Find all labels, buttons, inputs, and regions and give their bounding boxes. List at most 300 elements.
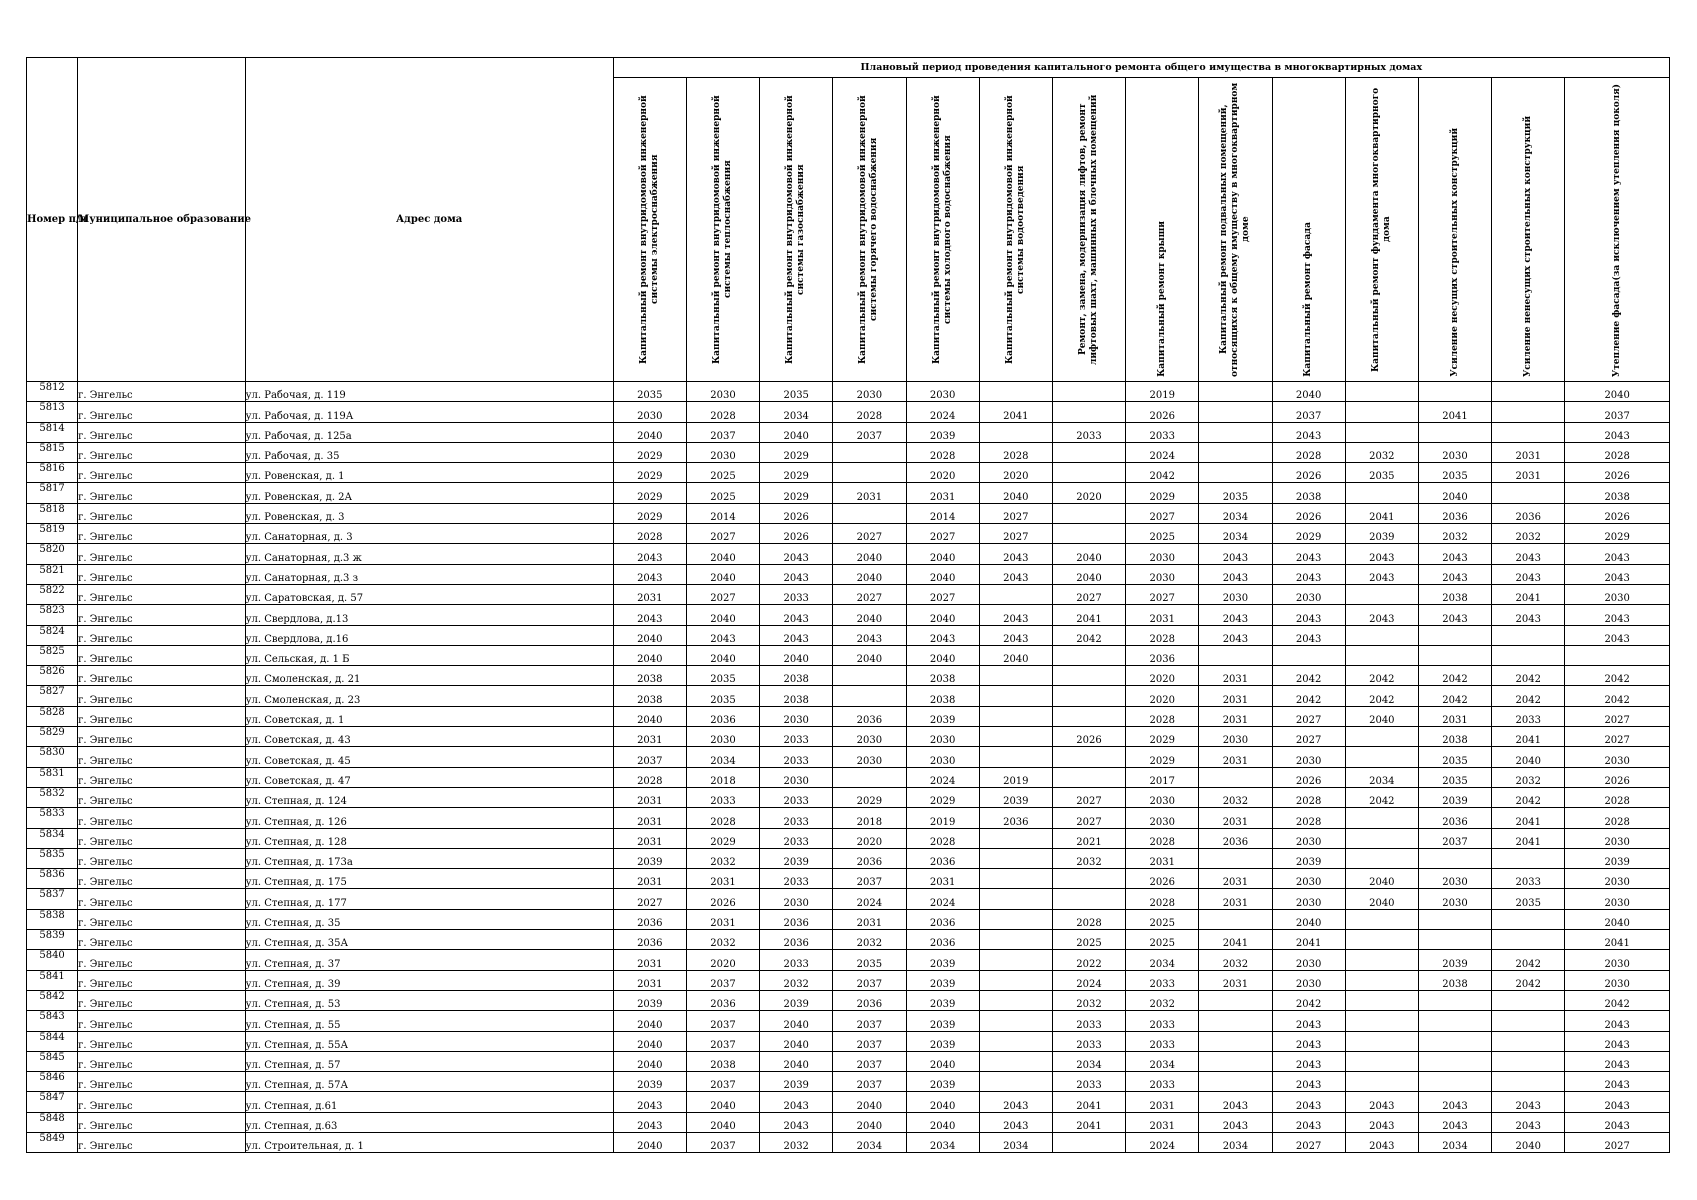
row-year-cell: 2043 xyxy=(1565,1011,1670,1031)
row-municipality: г. Энгельс xyxy=(78,787,245,807)
row-year-cell: 2029 xyxy=(760,483,833,503)
header-work-column-label: Капитальный ремонт внутридомовой инженерной системы холодного водоснабжения xyxy=(931,95,953,364)
row-year-cell: 2039 xyxy=(1418,787,1491,807)
row-year-cell: 2043 xyxy=(1565,625,1670,645)
row-year-cell xyxy=(1492,848,1565,868)
row-year-cell: 2031 xyxy=(1199,869,1272,889)
row-year-cell: 2039 xyxy=(1272,848,1345,868)
row-year-cell: 2029 xyxy=(760,442,833,462)
row-municipality: г. Энгельс xyxy=(78,544,245,564)
row-year-cell: 2036 xyxy=(1418,503,1491,523)
row-year-cell: 2041 xyxy=(1345,503,1418,523)
row-year-cell: 2021 xyxy=(1052,828,1125,848)
row-address: ул. Советская, д. 47 xyxy=(245,767,613,787)
row-year-cell: 2040 xyxy=(1272,382,1345,402)
row-year-cell: 2038 xyxy=(686,1051,759,1071)
row-year-cell: 2036 xyxy=(760,909,833,929)
row-number: 5821 xyxy=(27,564,78,584)
row-year-cell: 2031 xyxy=(1492,463,1565,483)
row-number: 5824 xyxy=(27,625,78,645)
row-year-cell: 2041 xyxy=(1052,1092,1125,1112)
row-year-cell: 2038 xyxy=(613,686,686,706)
row-year-cell xyxy=(1199,442,1272,462)
row-year-cell xyxy=(1199,645,1272,665)
header-work-column xyxy=(1052,78,1125,382)
row-year-cell xyxy=(1345,909,1418,929)
table-row xyxy=(27,584,1670,604)
row-year-cell: 2030 xyxy=(906,727,979,747)
row-year-cell xyxy=(1052,1132,1125,1152)
row-number: 5815 xyxy=(27,442,78,462)
row-number: 5826 xyxy=(27,666,78,686)
row-number: 5834 xyxy=(27,828,78,848)
row-year-cell xyxy=(1418,930,1491,950)
row-year-cell: 2040 xyxy=(686,544,759,564)
header-work-column xyxy=(979,78,1052,382)
row-number: 5817 xyxy=(27,483,78,503)
row-municipality: г. Энгельс xyxy=(78,990,245,1010)
row-address: ул. Советская, д. 43 xyxy=(245,727,613,747)
row-municipality: г. Энгельс xyxy=(78,1112,245,1132)
row-year-cell: 2037 xyxy=(613,747,686,767)
row-year-cell: 2040 xyxy=(760,422,833,442)
row-year-cell: 2020 xyxy=(979,463,1052,483)
row-number: 5813 xyxy=(27,402,78,422)
row-year-cell: 2039 xyxy=(1345,524,1418,544)
row-year-cell: 2042 xyxy=(1345,686,1418,706)
row-year-cell: 2033 xyxy=(1492,869,1565,889)
row-number: 5838 xyxy=(27,909,78,929)
row-municipality: г. Энгельс xyxy=(78,686,245,706)
row-year-cell xyxy=(1345,828,1418,848)
row-year-cell: 2043 xyxy=(979,605,1052,625)
row-municipality: г. Энгельс xyxy=(78,605,245,625)
row-year-cell: 2030 xyxy=(1565,828,1670,848)
row-year-cell: 2030 xyxy=(760,767,833,787)
row-year-cell xyxy=(1492,402,1565,422)
row-address: ул. Рабочая, д. 125а xyxy=(245,422,613,442)
row-year-cell: 2041 xyxy=(1418,402,1491,422)
row-year-cell: 2033 xyxy=(760,787,833,807)
table-row xyxy=(27,483,1670,503)
row-year-cell: 2027 xyxy=(1052,808,1125,828)
row-number: 5822 xyxy=(27,584,78,604)
row-year-cell: 2030 xyxy=(686,442,759,462)
table-row xyxy=(27,747,1670,767)
row-year-cell: 2030 xyxy=(1126,787,1199,807)
row-address: ул. Ровенская, д. 3 xyxy=(245,503,613,523)
row-year-cell: 2043 xyxy=(979,544,1052,564)
row-year-cell xyxy=(1492,483,1565,503)
row-year-cell: 2038 xyxy=(1418,584,1491,604)
row-year-cell: 2027 xyxy=(906,584,979,604)
row-year-cell: 2042 xyxy=(1565,990,1670,1010)
row-year-cell: 2024 xyxy=(906,767,979,787)
row-year-cell: 2043 xyxy=(1492,544,1565,564)
row-year-cell: 2031 xyxy=(1126,1092,1199,1112)
row-year-cell: 2040 xyxy=(1052,544,1125,564)
row-address: ул. Ровенская, д. 1 xyxy=(245,463,613,483)
row-year-cell: 2042 xyxy=(1345,666,1418,686)
row-year-cell: 2030 xyxy=(1272,869,1345,889)
row-year-cell: 2029 xyxy=(686,828,759,848)
row-municipality: г. Энгельс xyxy=(78,1031,245,1051)
row-year-cell: 2040 xyxy=(833,1112,906,1132)
capital-repair-table xyxy=(26,57,1670,1153)
row-year-cell: 2031 xyxy=(613,970,686,990)
row-number: 5829 xyxy=(27,727,78,747)
header-work-column-label: Капитальный ремонт внутридомовой инженерной системы водоотведения xyxy=(1004,95,1026,364)
row-year-cell: 2038 xyxy=(1565,483,1670,503)
row-year-cell: 2035 xyxy=(686,686,759,706)
table-row xyxy=(27,666,1670,686)
row-year-cell: 2028 xyxy=(979,442,1052,462)
row-year-cell: 2027 xyxy=(1126,503,1199,523)
row-year-cell: 2027 xyxy=(1565,727,1670,747)
row-number: 5839 xyxy=(27,930,78,950)
row-year-cell: 2041 xyxy=(1492,584,1565,604)
row-number: 5836 xyxy=(27,869,78,889)
row-year-cell: 2025 xyxy=(1052,930,1125,950)
row-year-cell xyxy=(1345,747,1418,767)
row-year-cell xyxy=(1345,930,1418,950)
table-row xyxy=(27,625,1670,645)
row-year-cell xyxy=(979,422,1052,442)
row-municipality: г. Энгельс xyxy=(78,930,245,950)
row-municipality: г. Энгельс xyxy=(78,584,245,604)
row-number: 5819 xyxy=(27,524,78,544)
row-year-cell xyxy=(1052,666,1125,686)
row-year-cell: 2037 xyxy=(833,869,906,889)
row-year-cell: 2042 xyxy=(1418,686,1491,706)
row-year-cell: 2035 xyxy=(833,950,906,970)
row-year-cell: 2037 xyxy=(833,1051,906,1071)
row-year-cell xyxy=(979,584,1052,604)
row-municipality: г. Энгельс xyxy=(78,970,245,990)
row-year-cell: 2032 xyxy=(760,1132,833,1152)
table-row xyxy=(27,808,1670,828)
row-year-cell xyxy=(1492,645,1565,665)
row-year-cell: 2037 xyxy=(686,1132,759,1152)
row-year-cell xyxy=(1418,422,1491,442)
row-number: 5820 xyxy=(27,544,78,564)
row-year-cell: 2042 xyxy=(1492,970,1565,990)
row-year-cell: 2033 xyxy=(1492,706,1565,726)
row-year-cell: 2043 xyxy=(1272,422,1345,442)
row-number: 5828 xyxy=(27,706,78,726)
row-year-cell: 2043 xyxy=(760,625,833,645)
row-year-cell: 2037 xyxy=(686,1072,759,1092)
row-address: ул. Рабочая, д. 119А xyxy=(245,402,613,422)
row-year-cell: 2038 xyxy=(1418,727,1491,747)
row-year-cell: 2039 xyxy=(906,950,979,970)
row-number: 5845 xyxy=(27,1051,78,1071)
table-row xyxy=(27,767,1670,787)
row-year-cell: 2033 xyxy=(760,808,833,828)
row-year-cell: 2042 xyxy=(1272,990,1345,1010)
row-year-cell: 2029 xyxy=(833,787,906,807)
table-row xyxy=(27,442,1670,462)
row-year-cell: 2026 xyxy=(760,503,833,523)
header-address: Адрес дома xyxy=(245,58,613,382)
row-year-cell: 2030 xyxy=(1565,747,1670,767)
row-year-cell: 2041 xyxy=(1052,605,1125,625)
table-row xyxy=(27,382,1670,402)
header-number: Номер п/п xyxy=(27,58,78,382)
row-year-cell xyxy=(1418,990,1491,1010)
table-row xyxy=(27,869,1670,889)
row-year-cell: 2026 xyxy=(1565,767,1670,787)
row-year-cell: 2033 xyxy=(1126,1072,1199,1092)
row-number: 5849 xyxy=(27,1132,78,1152)
row-year-cell: 2029 xyxy=(613,442,686,462)
row-year-cell xyxy=(979,869,1052,889)
header-period-title: Плановый период проведения капитального ремонта общего имущества в многоквартирных домах xyxy=(613,58,1669,78)
row-year-cell: 2039 xyxy=(613,848,686,868)
row-year-cell: 2043 xyxy=(1272,1051,1345,1071)
row-year-cell: 2030 xyxy=(613,402,686,422)
row-year-cell: 2035 xyxy=(1418,463,1491,483)
row-year-cell: 2043 xyxy=(1272,1072,1345,1092)
row-year-cell: 2033 xyxy=(760,584,833,604)
row-year-cell: 2043 xyxy=(1272,1011,1345,1031)
row-address: ул. Степная, д. 55А xyxy=(245,1031,613,1051)
row-year-cell xyxy=(1052,889,1125,909)
row-year-cell: 2030 xyxy=(833,382,906,402)
row-year-cell xyxy=(1418,645,1491,665)
row-year-cell: 2028 xyxy=(1272,442,1345,462)
row-address: ул. Степная, д. 175 xyxy=(245,869,613,889)
row-year-cell: 2034 xyxy=(1199,503,1272,523)
row-year-cell: 2018 xyxy=(833,808,906,828)
row-address: ул. Степная, д. 39 xyxy=(245,970,613,990)
row-year-cell: 2040 xyxy=(833,645,906,665)
row-year-cell: 2028 xyxy=(686,808,759,828)
row-year-cell: 2020 xyxy=(686,950,759,970)
row-year-cell: 2030 xyxy=(906,382,979,402)
row-year-cell: 2030 xyxy=(1272,950,1345,970)
row-year-cell: 2019 xyxy=(906,808,979,828)
row-year-cell: 2043 xyxy=(1565,422,1670,442)
row-year-cell: 2037 xyxy=(833,1031,906,1051)
row-year-cell: 2036 xyxy=(1126,645,1199,665)
row-year-cell: 2026 xyxy=(1052,727,1125,747)
row-year-cell: 2033 xyxy=(760,950,833,970)
row-year-cell: 2030 xyxy=(833,747,906,767)
row-year-cell: 2039 xyxy=(613,1072,686,1092)
row-year-cell xyxy=(1199,990,1272,1010)
row-year-cell: 2030 xyxy=(1126,544,1199,564)
row-year-cell: 2019 xyxy=(1126,382,1199,402)
row-year-cell xyxy=(1418,848,1491,868)
row-year-cell xyxy=(1492,990,1565,1010)
row-year-cell: 2043 xyxy=(1345,1092,1418,1112)
row-year-cell xyxy=(1052,463,1125,483)
row-municipality: г. Энгельс xyxy=(78,666,245,686)
row-year-cell: 2032 xyxy=(1052,848,1125,868)
row-year-cell: 2032 xyxy=(1126,990,1199,1010)
row-year-cell: 2030 xyxy=(686,727,759,747)
row-year-cell: 2043 xyxy=(833,625,906,645)
row-year-cell: 2040 xyxy=(613,1132,686,1152)
row-year-cell: 2030 xyxy=(1126,564,1199,584)
row-year-cell: 2043 xyxy=(1492,605,1565,625)
header-work-column xyxy=(1565,78,1670,382)
table-row xyxy=(27,564,1670,584)
row-year-cell xyxy=(1052,524,1125,544)
row-year-cell: 2040 xyxy=(833,1092,906,1112)
row-year-cell: 2037 xyxy=(686,970,759,990)
row-year-cell: 2028 xyxy=(1126,828,1199,848)
row-year-cell: 2030 xyxy=(1199,584,1272,604)
row-year-cell: 2020 xyxy=(906,463,979,483)
row-year-cell: 2040 xyxy=(906,645,979,665)
row-year-cell: 2043 xyxy=(979,564,1052,584)
row-year-cell: 2043 xyxy=(1345,564,1418,584)
row-year-cell: 2043 xyxy=(1565,1072,1670,1092)
row-number: 5846 xyxy=(27,1072,78,1092)
row-year-cell: 2032 xyxy=(1052,990,1125,1010)
row-year-cell: 2019 xyxy=(979,767,1052,787)
row-number: 5844 xyxy=(27,1031,78,1051)
row-year-cell: 2014 xyxy=(906,503,979,523)
row-year-cell: 2030 xyxy=(760,706,833,726)
row-municipality: г. Энгельс xyxy=(78,1132,245,1152)
row-year-cell: 2041 xyxy=(1492,828,1565,848)
row-year-cell: 2043 xyxy=(1565,605,1670,625)
row-year-cell xyxy=(1492,1072,1565,1092)
row-year-cell: 2030 xyxy=(1418,889,1491,909)
row-year-cell xyxy=(1272,645,1345,665)
header-work-column-label: Капитальный ремонт внутридомовой инженерной системы газоснабжения xyxy=(785,95,807,364)
row-year-cell: 2043 xyxy=(1565,1051,1670,1071)
row-year-cell: 2040 xyxy=(1418,483,1491,503)
row-year-cell: 2034 xyxy=(1418,1132,1491,1152)
row-year-cell: 2031 xyxy=(1199,666,1272,686)
row-address: ул. Степная, д. 177 xyxy=(245,889,613,909)
row-year-cell: 2030 xyxy=(1565,950,1670,970)
row-year-cell: 2043 xyxy=(1418,605,1491,625)
row-year-cell: 2040 xyxy=(613,645,686,665)
row-year-cell: 2042 xyxy=(1492,666,1565,686)
row-year-cell xyxy=(979,828,1052,848)
row-year-cell: 2029 xyxy=(613,483,686,503)
row-address: ул. Степная, д. 55 xyxy=(245,1011,613,1031)
row-year-cell: 2031 xyxy=(1199,889,1272,909)
row-year-cell: 2040 xyxy=(906,605,979,625)
row-year-cell xyxy=(1418,1011,1491,1031)
row-year-cell: 2036 xyxy=(906,848,979,868)
row-year-cell: 2040 xyxy=(1345,889,1418,909)
row-year-cell: 2043 xyxy=(1418,564,1491,584)
row-year-cell: 2028 xyxy=(1052,909,1125,929)
row-year-cell: 2028 xyxy=(1565,442,1670,462)
row-year-cell: 2043 xyxy=(760,1112,833,1132)
row-number: 5848 xyxy=(27,1112,78,1132)
row-year-cell xyxy=(1492,909,1565,929)
row-number: 5816 xyxy=(27,463,78,483)
row-year-cell: 2036 xyxy=(833,990,906,1010)
row-year-cell: 2040 xyxy=(1565,382,1670,402)
row-year-cell: 2024 xyxy=(1052,970,1125,990)
row-year-cell: 2040 xyxy=(686,1092,759,1112)
row-number: 5818 xyxy=(27,503,78,523)
row-municipality: г. Энгельс xyxy=(78,808,245,828)
row-year-cell: 2031 xyxy=(613,828,686,848)
row-year-cell: 2043 xyxy=(1199,625,1272,645)
row-year-cell xyxy=(1199,1011,1272,1031)
row-address: ул. Советская, д. 45 xyxy=(245,747,613,767)
row-year-cell: 2035 xyxy=(613,382,686,402)
row-year-cell: 2042 xyxy=(1492,787,1565,807)
row-address: ул. Рабочая, д. 35 xyxy=(245,442,613,462)
row-year-cell: 2030 xyxy=(1199,727,1272,747)
row-year-cell xyxy=(1345,990,1418,1010)
row-year-cell: 2027 xyxy=(1272,706,1345,726)
row-year-cell xyxy=(1052,442,1125,462)
row-year-cell: 2030 xyxy=(833,727,906,747)
row-year-cell: 2032 xyxy=(1418,524,1491,544)
row-year-cell: 2043 xyxy=(1272,625,1345,645)
row-year-cell xyxy=(1052,747,1125,767)
row-year-cell: 2031 xyxy=(613,727,686,747)
row-year-cell: 2042 xyxy=(1345,787,1418,807)
row-year-cell xyxy=(1345,1051,1418,1071)
row-year-cell: 2030 xyxy=(1565,889,1670,909)
row-year-cell: 2020 xyxy=(1052,483,1125,503)
row-municipality: г. Энгельс xyxy=(78,706,245,726)
row-address: ул. Степная, д. 35А xyxy=(245,930,613,950)
row-year-cell: 2035 xyxy=(1418,767,1491,787)
row-year-cell: 2036 xyxy=(906,930,979,950)
header-work-column xyxy=(1199,78,1272,382)
row-year-cell: 2043 xyxy=(1565,1031,1670,1051)
row-year-cell: 2039 xyxy=(906,970,979,990)
table-row xyxy=(27,605,1670,625)
row-year-cell: 2020 xyxy=(1126,666,1199,686)
row-year-cell xyxy=(1492,1051,1565,1071)
row-year-cell: 2037 xyxy=(1565,402,1670,422)
row-year-cell xyxy=(1199,1031,1272,1051)
row-year-cell: 2038 xyxy=(613,666,686,686)
row-year-cell: 2043 xyxy=(1272,605,1345,625)
table-row xyxy=(27,1092,1670,1112)
row-year-cell xyxy=(979,970,1052,990)
row-year-cell: 2037 xyxy=(833,1011,906,1031)
row-year-cell xyxy=(1418,382,1491,402)
row-address: ул. Ровенская, д. 2А xyxy=(245,483,613,503)
row-year-cell: 2040 xyxy=(1345,706,1418,726)
header-work-column-label: Капитальный ремонт внутридомовой инженерной системы электроснабжения xyxy=(638,95,660,364)
row-municipality: г. Энгельс xyxy=(78,889,245,909)
row-municipality: г. Энгельс xyxy=(78,442,245,462)
row-year-cell: 2030 xyxy=(1418,869,1491,889)
row-year-cell: 2040 xyxy=(1492,1132,1565,1152)
table-row xyxy=(27,706,1670,726)
row-year-cell xyxy=(1345,950,1418,970)
row-year-cell: 2027 xyxy=(1126,584,1199,604)
row-year-cell: 2036 xyxy=(1492,503,1565,523)
row-year-cell xyxy=(833,767,906,787)
row-year-cell: 2028 xyxy=(1565,808,1670,828)
row-year-cell: 2027 xyxy=(1052,584,1125,604)
row-year-cell: 2034 xyxy=(1052,1051,1125,1071)
row-year-cell xyxy=(1052,503,1125,523)
row-year-cell xyxy=(1492,625,1565,645)
header-work-column xyxy=(1418,78,1491,382)
row-municipality: г. Энгельс xyxy=(78,1072,245,1092)
table-row xyxy=(27,463,1670,483)
